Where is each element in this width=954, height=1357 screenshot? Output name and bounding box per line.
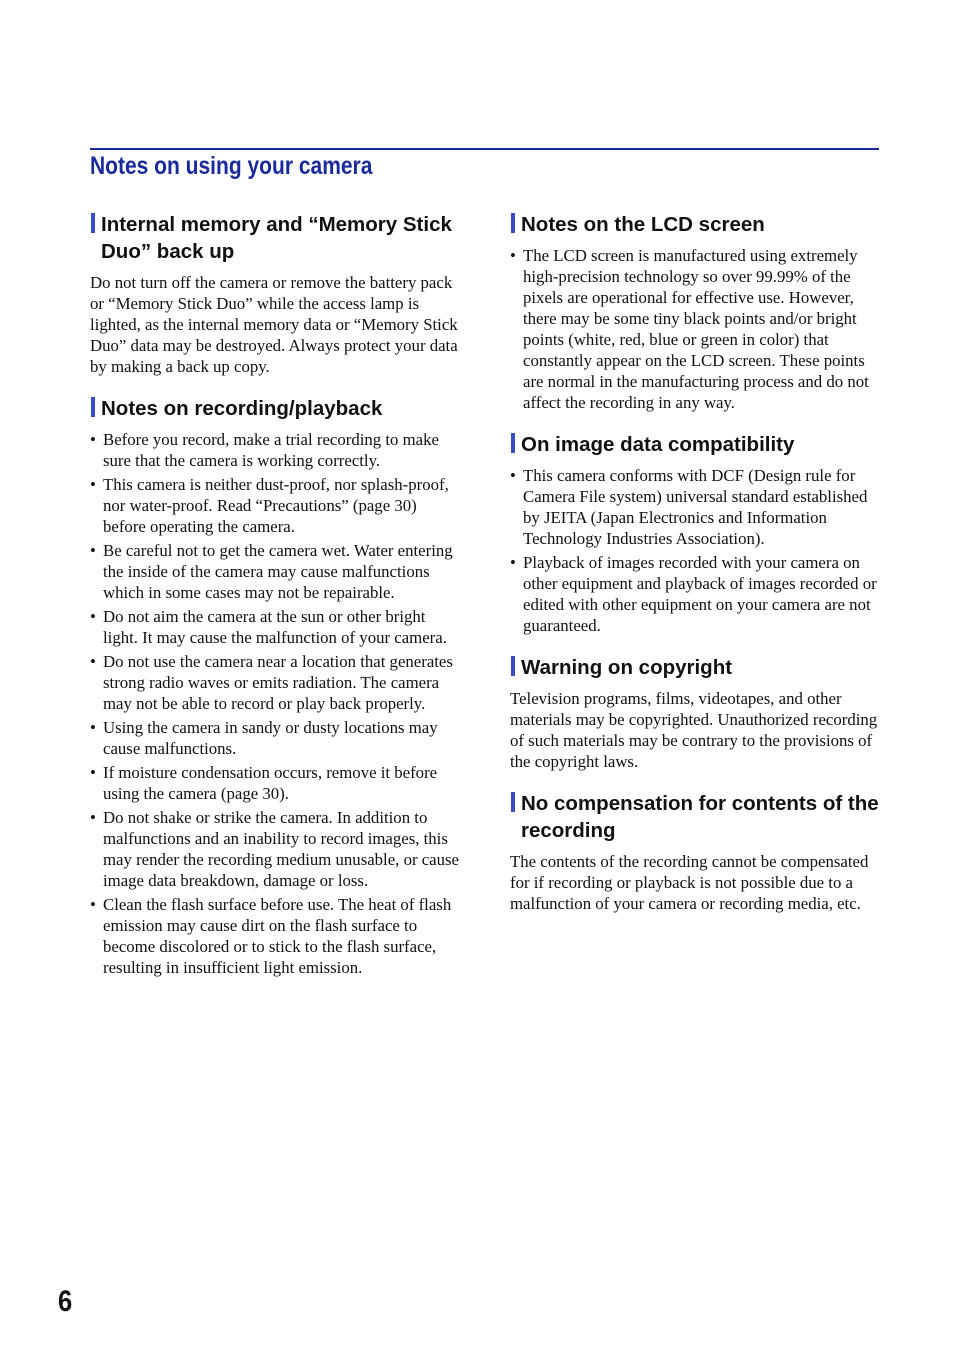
section-recording-playback <box>90 395 462 978</box>
section-heading <box>90 211 462 265</box>
bullet-list <box>510 465 880 636</box>
heading-marker <box>511 656 515 676</box>
heading-text: Notes on recording/playback <box>101 397 383 420</box>
list-item-text: If moisture condensation occurs, remove it before using the camera (page 30). <box>103 763 438 803</box>
list-item <box>90 540 462 603</box>
section-heading <box>90 395 462 422</box>
list-item-text: Do not use the camera near a location that generates strong radio waves or emits radiation. The camera may not be able to record or play back properly. <box>103 652 453 713</box>
bullet: • <box>90 763 96 782</box>
bullet: • <box>90 541 96 560</box>
bullet: • <box>510 246 516 265</box>
heading-marker <box>91 213 95 233</box>
list-item <box>90 606 462 648</box>
bullet: • <box>90 652 96 671</box>
bullet: • <box>90 430 96 449</box>
heading-marker <box>91 397 95 417</box>
section-copyright <box>510 654 880 772</box>
list-item <box>510 552 880 636</box>
list-item <box>90 474 462 537</box>
list-item-text: Be careful not to get the camera wet. Water entering the inside of the camera may cause malfunctions which in some cases may not be repairable. <box>103 541 453 602</box>
page-title: Notes on using your camera <box>90 152 373 180</box>
section-text: Do not turn off the camera or remove the battery pack or “Memory Stick Duo” while the access lamp is lighted, as the internal memory data or “Memory Stick Duo” data may be destroyed. Always protect your data by making a back up copy. <box>90 273 458 376</box>
list-item-text: Clean the flash surface before use. The heat of flash emission may cause dirt on the flash surface to become discolored or to stick to the flash surface, resulting in insufficient light emission. <box>103 895 452 977</box>
list-item <box>90 894 462 978</box>
bullet: • <box>90 718 96 737</box>
bullet: • <box>510 466 516 485</box>
list-item <box>90 651 462 714</box>
section-text: Television programs, films, videotapes, and other materials may be copyrighted. Unauthorized recording of such materials may be contrary to the provisions of the copyright laws. <box>510 689 878 771</box>
section-lcd <box>510 211 880 413</box>
list-item-text: Do not aim the camera at the sun or other bright light. It may cause the malfunction of your camera. <box>103 607 447 647</box>
list-item-text: Before you record, make a trial recording to make sure that the camera is working correctly. <box>103 430 439 470</box>
list-item-text: The LCD screen is manufactured using extremely high-precision technology so over 99.99% of the pixels are operational for effective use. However, there may be some tiny black points and/or bright points (white, red, blue or green in color) that constantly appear on the LCD screen. These points are normal in the manufacturing process and do not affect the recording in any way. <box>523 246 869 412</box>
list-item <box>510 465 880 549</box>
heading-text: No compensation for contents of the recording <box>521 792 879 842</box>
title-rule <box>90 148 879 150</box>
heading-text: On image data compatibility <box>521 433 795 456</box>
list-item <box>90 762 462 804</box>
bullet: • <box>90 808 96 827</box>
section-compensation <box>510 790 880 914</box>
section-internal-memory <box>90 211 462 377</box>
list-item-text: This camera is neither dust-proof, nor splash-proof, nor water-proof. Read “Precautions” (page 30) before operating the camera. <box>103 475 449 536</box>
heading-text: Notes on the LCD screen <box>521 213 765 236</box>
heading-marker <box>511 433 515 453</box>
list-item-text: This camera conforms with DCF (Design rule for Camera File system) universal standard established by JEITA (Japan Electronics and Information Technology Industries Association). <box>523 466 868 548</box>
page-number: 6 <box>58 1285 73 1318</box>
bullet: • <box>510 553 516 572</box>
section-heading <box>510 790 880 844</box>
list-item <box>510 245 880 413</box>
list-item-text: Do not shake or strike the camera. In addition to malfunctions and an inability to record images, this may render the recording medium unusable, or cause image data breakdown, damage or loss. <box>103 808 460 890</box>
list-item-text: Playback of images recorded with your camera on other equipment and playback of images recorded or edited with other equipment on your camera are not guaranteed. <box>523 553 877 635</box>
section-heading <box>510 431 880 458</box>
bullet: • <box>90 475 96 494</box>
section-text: The contents of the recording cannot be compensated for if recording or playback is not possible due to a malfunction of your camera or recording media, etc. <box>510 852 869 913</box>
left-column <box>90 211 462 996</box>
bullet-list <box>90 429 462 978</box>
bullet: • <box>90 895 96 914</box>
bullet: • <box>90 607 96 626</box>
section-heading <box>510 211 880 238</box>
heading-text: Warning on copyright <box>521 656 733 679</box>
list-item <box>90 429 462 471</box>
right-column <box>510 211 880 932</box>
heading-marker <box>511 213 515 233</box>
section-compatibility <box>510 431 880 636</box>
list-item-text: Using the camera in sandy or dusty locations may cause malfunctions. <box>103 718 438 758</box>
heading-marker <box>511 792 515 812</box>
bullet-list <box>510 245 880 413</box>
section-heading <box>510 654 880 681</box>
list-item <box>90 717 462 759</box>
list-item <box>90 807 462 891</box>
heading-text: Internal memory and “Memory Stick Duo” back up <box>101 213 452 263</box>
